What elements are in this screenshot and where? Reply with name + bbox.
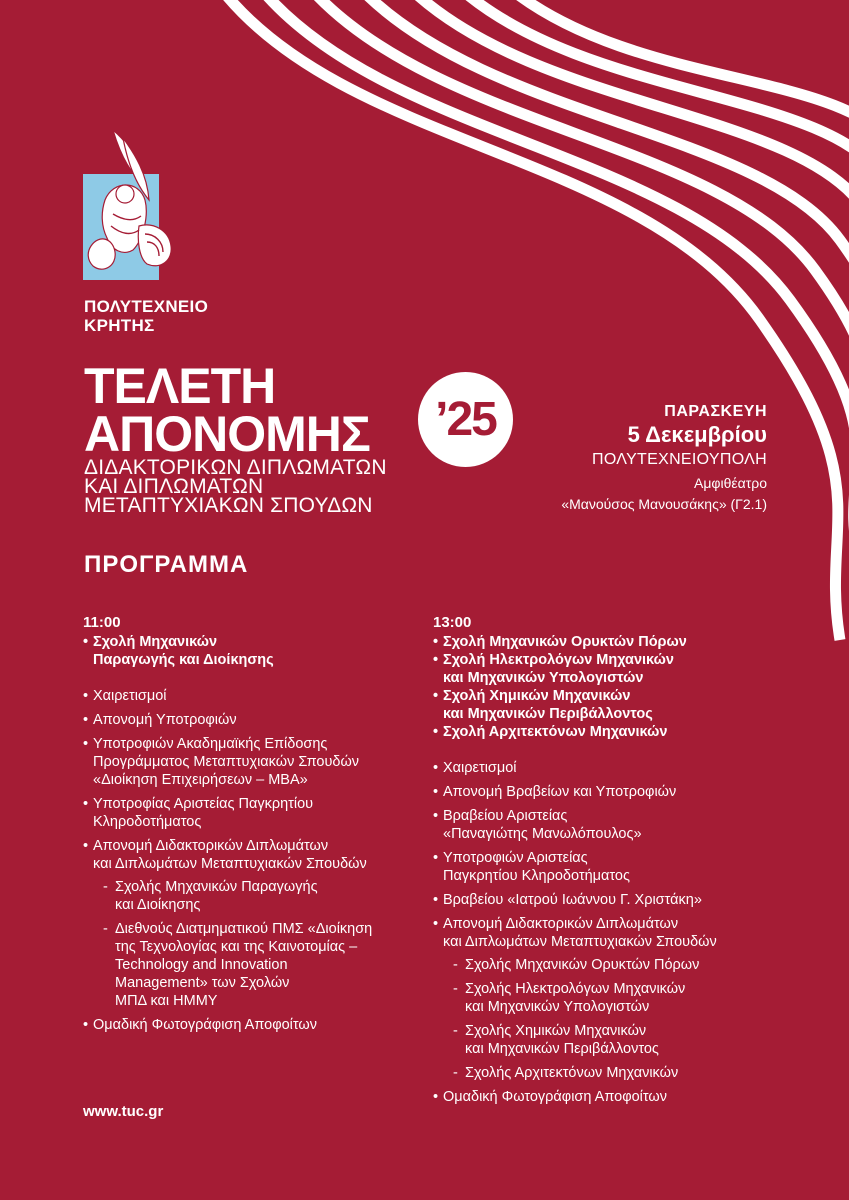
school-label: Σχολή Ηλεκτρολόγων Μηχανικών: [443, 652, 674, 668]
sub-list-item: [433, 1022, 778, 1058]
sub-item-label-cont: Technology and Innovation: [115, 957, 288, 973]
sub-item-label: Σχολής Μηχανικών Ορυκτών Πόρων: [465, 957, 700, 973]
school-label-cont: Παραγωγής και Διοίκησης: [93, 652, 274, 668]
subtitle-line3: ΜΕΤΑΠΤΥΧΙΑΚΩΝ ΣΠΟΥΔΩΝ: [84, 494, 373, 517]
title-line1: ΤΕΛΕΤΗ: [84, 358, 276, 414]
sub-item-label: Σχολής Ηλεκτρολόγων Μηχανικών: [465, 981, 686, 997]
item-label-cont: «Παναγιώτης Μανωλόπουλος»: [443, 826, 642, 842]
subtitle-line2: ΚΑΙ ΔΙΠΛΩΜΑΤΩΝ: [84, 475, 264, 498]
dash-symbol: -: [453, 1023, 458, 1039]
subtitle-line1: ΔΙΔΑΚΤΟΡΙΚΩΝ ΔΙΠΛΩΜΑΤΩΝ: [84, 456, 387, 479]
bullet-symbol: •: [433, 652, 439, 668]
bullet-symbol: •: [83, 688, 89, 704]
event-date: 5 Δεκεμβρίου: [627, 422, 767, 447]
list-item: [83, 735, 423, 789]
bullet-symbol: •: [433, 760, 439, 776]
university-name-line2: ΚΡΗΤΗΣ: [84, 316, 155, 335]
school-label-cont: και Μηχανικών Υπολογιστών: [443, 670, 644, 686]
item-label: Υποτροφιών Αριστείας: [443, 850, 588, 866]
bullet-symbol: •: [433, 688, 439, 704]
list-item: [433, 651, 778, 687]
sub-item-label-cont: και Μηχανικών Περιβάλλοντος: [465, 1041, 659, 1057]
sub-list-item: [433, 980, 778, 1016]
bullet-symbol: •: [433, 784, 439, 800]
item-label-cont: Παγκρητίου Κληροδοτήματος: [443, 868, 630, 884]
university-logo-emblem: [83, 130, 175, 280]
bullet-symbol: •: [433, 916, 439, 932]
item-label-cont: και Διπλωμάτων Μεταπτυχιακών Σπουδών: [443, 934, 717, 950]
school-label: Σχολή Μηχανικών Ορυκτών Πόρων: [443, 634, 687, 650]
school-label: Σχολή Αρχιτεκτόνων Μηχανικών: [443, 724, 668, 740]
list-item: [83, 687, 423, 705]
bullet-symbol: •: [83, 1017, 89, 1033]
school-label: Σχολή Μηχανικών: [93, 634, 218, 650]
bullet-symbol: •: [83, 712, 89, 728]
dash-symbol: -: [453, 957, 458, 973]
bullet-symbol: •: [83, 634, 89, 650]
year-badge: ’25: [418, 372, 513, 467]
item-label: Ομαδική Φωτογράφιση Αποφοίτων: [443, 1089, 667, 1105]
event-info: [447, 402, 767, 514]
sub-item-label: Σχολής Μηχανικών Παραγωγής: [115, 879, 318, 895]
program-session-2: [433, 614, 778, 1106]
session-2-time: 13:00: [433, 614, 472, 631]
sub-item-label: Σχολής Αρχιτεκτόνων Μηχανικών: [465, 1065, 679, 1081]
program-session-1: [83, 614, 423, 1034]
list-item: [83, 1016, 423, 1034]
item-label: Χαιρετισμοί: [93, 688, 167, 704]
bullet-symbol: •: [433, 850, 439, 866]
event-venue-line2: «Μανούσος Μανουσάκης» (Γ2.1): [561, 496, 767, 512]
list-item: [83, 633, 423, 669]
event-venue-line1: Αμφιθέατρο: [694, 475, 767, 491]
bullet-symbol: •: [83, 736, 89, 752]
dash-symbol: -: [453, 981, 458, 997]
item-label-cont: «Διοίκηση Επιχειρήσεων – ΜΒΑ»: [93, 772, 308, 788]
sub-list-item: [83, 878, 423, 914]
session-1-time: 11:00: [83, 614, 121, 631]
item-label: Βραβείου «Ιατρού Ιωάννου Γ. Χριστάκη»: [443, 892, 702, 908]
school-label: Σχολή Χημικών Μηχανικών: [443, 688, 631, 704]
bullet-symbol: •: [433, 1089, 439, 1105]
university-name-line1: ΠΟΛΥΤΕΧΝΕΙΟ: [84, 297, 209, 316]
list-item: [433, 915, 778, 951]
item-label-cont: και Διπλωμάτων Μεταπτυχιακών Σπουδών: [93, 856, 367, 872]
item-label: Βραβείου Αριστείας: [443, 808, 568, 824]
dash-symbol: -: [103, 921, 108, 937]
list-item: [433, 633, 778, 651]
list-item: [433, 807, 778, 843]
event-day: ΠΑΡΑΣΚΕΥΗ: [664, 403, 767, 420]
list-item: [83, 837, 423, 873]
item-label: Υποτροφίας Αριστείας Παγκρητίου: [93, 796, 314, 812]
school-label-cont: και Μηχανικών Περιβάλλοντος: [443, 706, 653, 722]
subtitle: [84, 458, 387, 515]
program-title: ΠΡΟΓΡΑΜΜΑ: [84, 551, 249, 578]
dash-symbol: -: [453, 1065, 458, 1081]
list-item: [433, 849, 778, 885]
list-item: [433, 759, 778, 777]
item-label: Υποτροφιών Ακαδημαϊκής Επίδοσης: [93, 736, 328, 752]
bullet-symbol: •: [433, 634, 439, 650]
page-title: [84, 358, 370, 462]
item-label: Χαιρετισμοί: [443, 760, 517, 776]
list-item: [433, 783, 778, 801]
item-label: Απονομή Βραβείων και Υποτροφιών: [443, 784, 677, 800]
bullet-symbol: •: [433, 892, 439, 908]
sub-list-item: [433, 1064, 778, 1082]
item-label-cont: Κληροδοτήματος: [93, 814, 202, 830]
sub-item-label-cont: και Μηχανικών Υπολογιστών: [465, 999, 650, 1015]
event-place: ΠΟΛΥΤΕΧΝΕΙΟΥΠΟΛΗ: [591, 451, 767, 468]
bullet-symbol: •: [83, 796, 89, 812]
item-label: Απονομή Υποτροφιών: [93, 712, 237, 728]
dash-symbol: -: [103, 879, 108, 895]
sub-item-label: Σχολής Χημικών Μηχανικών: [465, 1023, 647, 1039]
sub-list-item: [433, 956, 778, 974]
sub-item-label-cont: ΜΠΔ και ΗΜΜΥ: [115, 993, 218, 1009]
list-item: [433, 687, 778, 723]
list-item: [83, 711, 423, 729]
item-label: Ομαδική Φωτογράφιση Αποφοίτων: [93, 1017, 317, 1033]
university-name: [84, 297, 208, 335]
bullet-symbol: •: [433, 808, 439, 824]
bullet-symbol: •: [433, 724, 439, 740]
item-label-cont: Προγράμματος Μεταπτυχιακών Σπουδών: [93, 754, 360, 770]
title-line2: ΑΠΟΝΟΜΗΣ: [84, 406, 370, 462]
list-item: [433, 723, 778, 741]
sub-item-label-cont: Management» των Σχολών: [115, 975, 290, 991]
item-label: Απονομή Διδακτορικών Διπλωμάτων: [443, 916, 679, 932]
list-item: [83, 795, 423, 831]
sub-item-label-cont: της Τεχνολογίας και της Καινοτομίας –: [115, 939, 358, 955]
website-link[interactable]: www.tuc.gr: [83, 1103, 164, 1120]
sub-item-label-cont: και Διοίκησης: [115, 897, 201, 913]
sub-item-label: Διεθνούς Διατμηματικού ΠΜΣ «Διοίκηση: [115, 921, 373, 937]
sub-list-item: [83, 920, 423, 1010]
item-label: Απονομή Διδακτορικών Διπλωμάτων: [93, 838, 329, 854]
list-item: [433, 1088, 778, 1106]
bullet-symbol: •: [83, 838, 89, 854]
list-item: [433, 891, 778, 909]
